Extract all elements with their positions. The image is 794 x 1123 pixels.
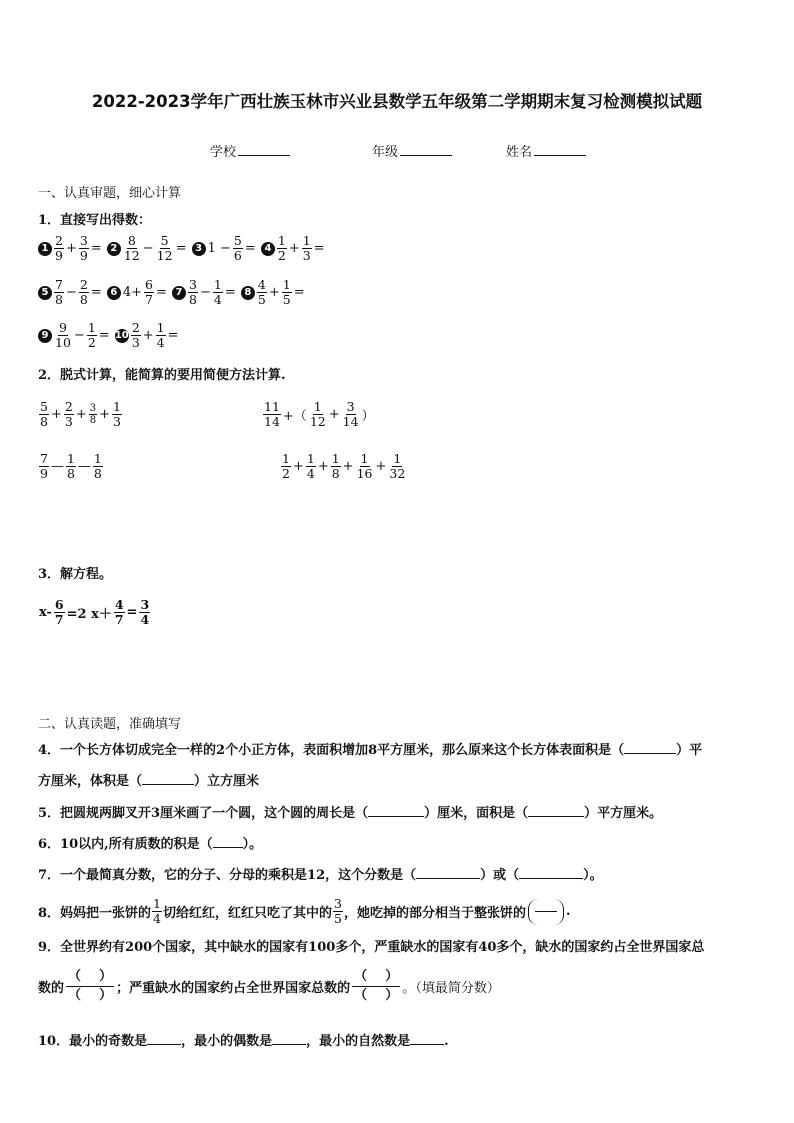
answer-fraction-blank[interactable]: $\frac{( )}{( )}$ (68, 969, 113, 1003)
school-label: 学校 (210, 145, 237, 160)
school-blank[interactable] (238, 143, 290, 156)
q2-expr-3: $\frac{7}{9}$ — $\frac{1}{8}$ — $\frac{1}{8}$ (40, 451, 102, 481)
fraction: $\frac{2}{3}$ (131, 320, 140, 350)
fraction: $\frac{7}{8}$ (55, 277, 63, 307)
answer-blank[interactable] (272, 1044, 306, 1045)
fraction: $\frac{1}{4}$ (213, 277, 222, 307)
question-2: 2．脱式计算，能简算的要用简便方法计算. (38, 368, 286, 383)
fraction: $\frac{5}{12}$ (156, 233, 173, 263)
fraction: $\frac{1}{2}$ (277, 233, 286, 263)
grade-blank[interactable] (400, 143, 452, 156)
page-title: 2022-2023学年广西壮族玉林市兴业县数学五年级第二学期期末复习检测模拟试题 (91, 92, 703, 111)
grade-field (372, 141, 452, 160)
grade-label: 年级 (372, 145, 399, 160)
q2-expr-2: $\frac{11}{14}$ +（ $\frac{1}{12}$ + $\frac{3}{14}$ ） (264, 399, 375, 429)
answer-blank[interactable] (519, 878, 583, 879)
q3-equation: x- $\frac{6}{7}$ =2 x＋ $\frac{4}{7}$ = $\frac{3}{4}$ (39, 597, 150, 627)
item-number: 10 (114, 330, 129, 341)
name-label: 姓名 (506, 145, 533, 160)
item-number: 7 (172, 286, 186, 300)
question-8: 8．妈妈把一张饼的 $\frac{1}{4}$ 切给红红，红红只吃了其中的 $\frac{3}{5}$ ，她吃掉的部分相当于整张饼的 . (38, 896, 571, 926)
item-number: 3 (192, 242, 206, 256)
fraction: $\frac{8}{12}$ (123, 233, 140, 263)
question-9-cont: 数的 $\frac{( )}{( )}$ ；严重缺水的国家约占全世界国家总数的 $\frac{( )}{( )}$ 。（填最简分数） (38, 969, 500, 1003)
fraction: $\frac{2}{9}$ (55, 233, 63, 263)
fraction: $\frac{1}{5}$ (282, 277, 291, 307)
answer-blank[interactable] (624, 753, 676, 754)
answer-blank[interactable] (147, 1044, 181, 1045)
item-number: 4 (261, 242, 275, 256)
question-1: 1．直接写出得数： (38, 213, 152, 228)
fraction: $\frac{1}{4}$ (156, 320, 165, 350)
question-4-cont: 方厘米，体积是（ ）立方厘米 (38, 774, 260, 789)
fraction: $\frac{4}{5}$ (257, 277, 266, 307)
fraction: $\frac{1}{3}$ (302, 233, 311, 263)
answer-blank[interactable] (528, 816, 584, 817)
section2-heading: 二、认真读题，准确填写 (38, 717, 182, 732)
question-5: 5．把圆规两脚叉开3厘米画了一个圆，这个圆的周长是（ ）厘米，面积是（ ）平方厘米。 (38, 806, 663, 821)
q1-row-3: 9 $\frac{9}{10}$ − $\frac{1}{2}$ = 10 $\frac{2}{3}$ + $\frac{1}{4}$ = (38, 321, 180, 350)
answer-blank[interactable] (142, 784, 194, 785)
item-number: 8 (241, 286, 255, 300)
fraction: $\frac{2}{8}$ (79, 277, 88, 307)
fraction: $\frac{3}{9}$ (79, 233, 88, 263)
question-3: 3．解方程。 (38, 567, 113, 582)
q1-row-1: 1 $\frac{2}{9}$ + $\frac{3}{9}$ = 2 $\frac{8}{12}$ − $\frac{5}{12}$ = 3 1 − $\frac{5}{6}$ = 4 $\frac{1}{2}$ + $\frac{1}{3}$ = (38, 234, 326, 263)
item-number: 6 (107, 286, 121, 300)
name-blank[interactable] (534, 143, 586, 156)
question-10: 10．最小的奇数是 ，最小的偶数是 ，最小的自然数是 . (38, 1034, 449, 1049)
fraction: $\frac{1}{2}$ (87, 320, 96, 350)
item-number: 5 (38, 286, 52, 300)
fraction: $\frac{6}{7}$ (145, 277, 153, 307)
question-7: 7．一个最简真分数，它的分子、分母的乘积是12，这个分数是（ ）或（ ）。 (38, 868, 603, 883)
item-number: 9 (38, 329, 52, 343)
answer-blank[interactable] (368, 816, 424, 817)
school-field (210, 141, 290, 160)
answer-fraction-blank[interactable]: $\frac{( )}{( )}$ (354, 969, 399, 1003)
answer-blank[interactable] (410, 1044, 444, 1045)
question-9: 9．全世界约有200个国家，其中缺水的国家有100多个，严重缺水的国家有40多个，缺水的国家约占全世界国家总 (38, 940, 705, 955)
section1-heading: 一、认真审题，细心计算 (38, 186, 182, 201)
item-number: 1 (38, 242, 52, 256)
answer-blank[interactable] (416, 878, 480, 879)
name-field (506, 141, 586, 160)
q1-row-2: 5 $\frac{7}{8}$ − $\frac{2}{8}$ = 6 4+ $\frac{6}{7}$ = 7 $\frac{3}{8}$ − $\frac{1}{4}$ = 8 $\frac{4}{5}$ + $\frac{1}{5}$ = (38, 278, 306, 307)
q2-expr-4: $\frac{1}{2}$ + $\frac{1}{4}$ + $\frac{1}{8}$ + $\frac{1}{16}$ + $\frac{1}{32}$ (282, 451, 406, 481)
fraction: $\frac{3}{8}$ (189, 277, 197, 307)
answer-blank[interactable] (213, 847, 243, 848)
question-4: 4．一个长方体切成完全一样的2个小正方体，表面积增加8平方厘米，那么原来这个长方体表面积是（ ）平 (38, 743, 703, 758)
item-number: 2 (107, 242, 121, 256)
fraction: $\frac{9}{10}$ (55, 320, 71, 350)
fraction: $\frac{5}{6}$ (233, 233, 242, 263)
question-6: 6．10以内,所有质数的积是（ ）。 (38, 837, 263, 852)
answer-fraction-blank[interactable] (528, 899, 564, 925)
q2-expr-1: $\frac{5}{8}$ + $\frac{2}{3}$ + $\frac{3}{8}$ + $\frac{1}{3}$ (40, 399, 121, 429)
